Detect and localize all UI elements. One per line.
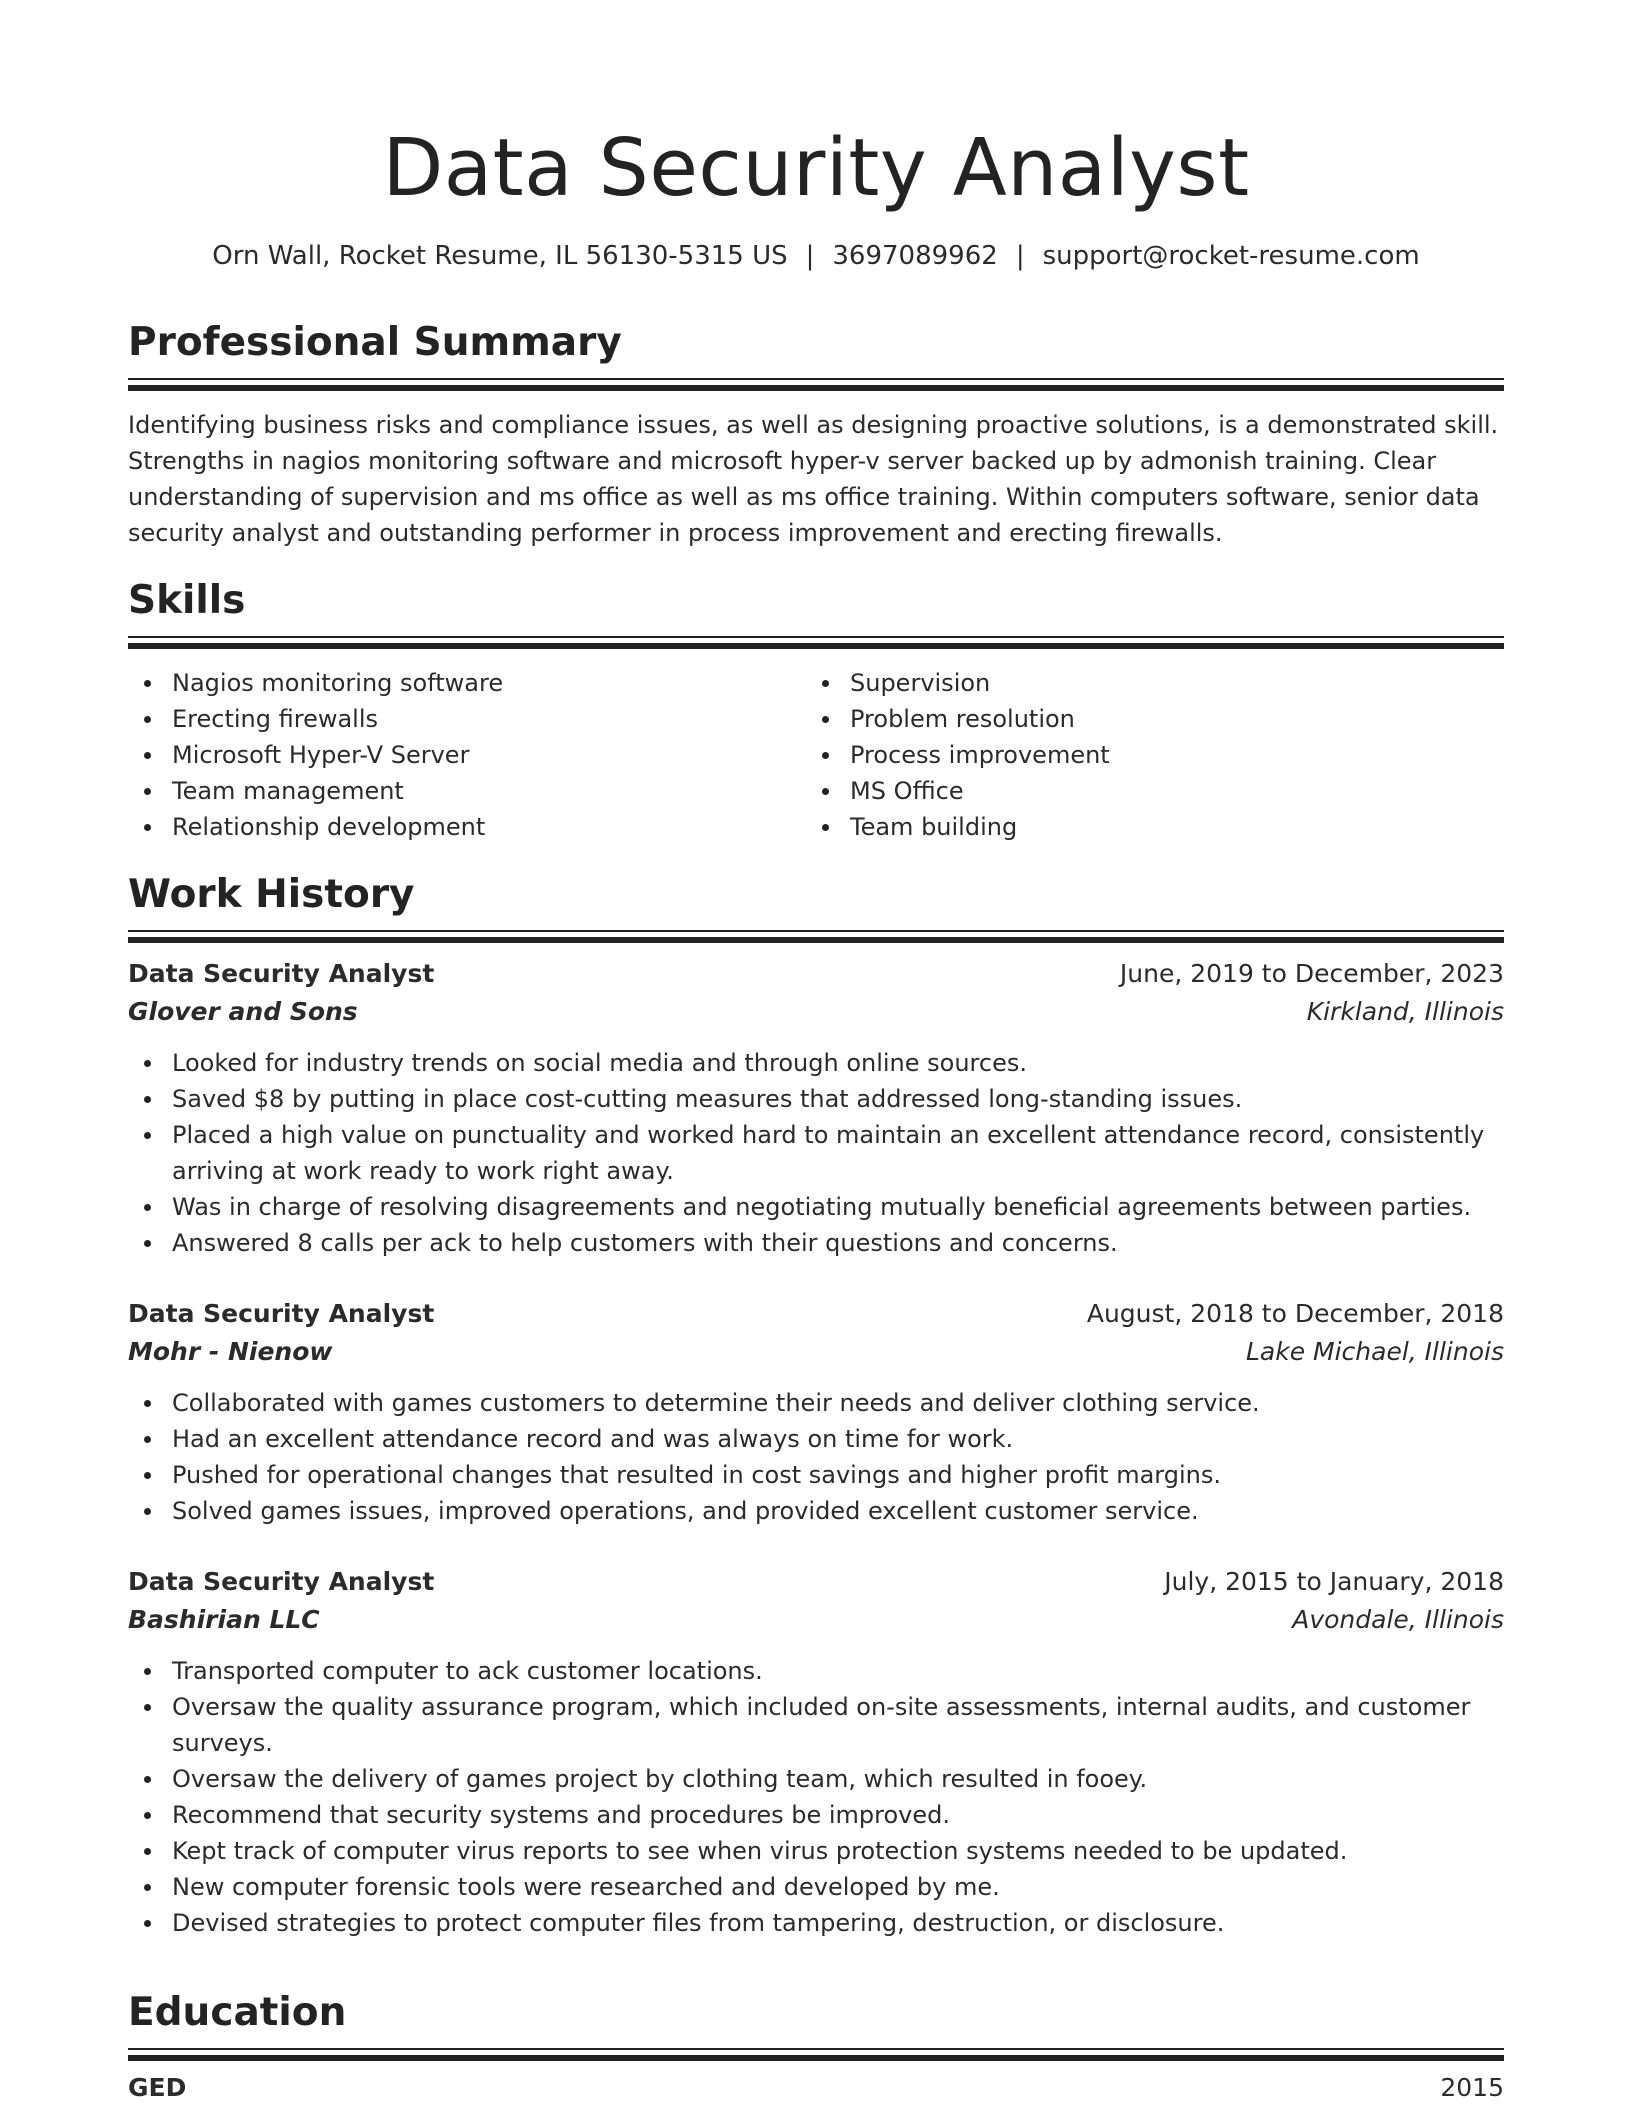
section-divider	[128, 2048, 1504, 2050]
job-entry	[128, 955, 1504, 1261]
summary-text: Identifying business risks and compliance issues, as well as designing proactive solutions, is a demonstrated skill. Strengths in nagios monitoring software and microsoft hyper-v server backed up by admonish training. Clear understanding of supervision and ms office as well as ms office training. Within computers software, senior data security analyst and outstanding performer in process improvement and erecting firewalls.	[128, 411, 1499, 547]
job-location: Kirkland, Illinois	[1306, 997, 1504, 1026]
job-entry	[128, 1295, 1504, 1529]
job-bullet: Looked for industry trends on social media and through online sources.	[128, 1045, 1504, 1081]
education-year: 2015	[1440, 2073, 1504, 2102]
education-degree: GED	[128, 2073, 187, 2102]
job-company: Mohr - Nienow	[128, 1337, 333, 1366]
section-title-summary: Professional Summary	[128, 320, 622, 365]
job-bullet: Answered 8 calls per ack to help customers with their questions and concerns.	[128, 1225, 1504, 1261]
skill-item: MS Office	[806, 773, 1484, 809]
education-section	[128, 1988, 1504, 2107]
job-bullet: Kept track of computer virus reports to see when virus protection systems needed to be updated.	[128, 1833, 1504, 1869]
job-bullet: Transported computer to ack customer locations.	[128, 1653, 1504, 1689]
job-bullet: Had an excellent attendance record and was always on time for work.	[128, 1421, 1504, 1457]
skills-list-right	[806, 665, 1484, 845]
section-divider	[128, 378, 1504, 380]
job-header-row	[128, 1295, 1504, 1333]
skills-columns	[128, 665, 1504, 845]
job-title: Data Security Analyst	[128, 959, 435, 988]
job-title: Data Security Analyst	[128, 1299, 435, 1328]
job-bullet: Recommend that security systems and procedures be improved.	[128, 1797, 1504, 1833]
job-company-row	[128, 1333, 1504, 1371]
section-divider	[128, 2055, 1504, 2061]
job-dates: July, 2015 to January, 2018	[1164, 1567, 1504, 1596]
job-company: Glover and Sons	[128, 997, 358, 1026]
job-bullet: Collaborated with games customers to determine their needs and deliver clothing service.	[128, 1385, 1504, 1421]
skill-item: Team management	[128, 773, 806, 809]
job-dates: June, 2019 to December, 2023	[1119, 959, 1504, 988]
work-section	[128, 870, 1504, 1941]
job-dates: August, 2018 to December, 2018	[1086, 1299, 1504, 1328]
job-entry	[128, 1563, 1504, 1941]
section-title-work: Work History	[128, 872, 415, 917]
job-header-row	[128, 1563, 1504, 1601]
job-bullet: Oversaw the delivery of games project by clothing team, which resulted in fooey.	[128, 1761, 1504, 1797]
skill-item: Erecting firewalls	[128, 701, 806, 737]
job-bullet: Solved games issues, improved operations, and provided excellent customer service.	[128, 1493, 1504, 1529]
section-divider	[128, 937, 1504, 943]
contact-phone: 3697089962	[832, 241, 998, 271]
job-company: Bashirian LLC	[128, 1605, 320, 1634]
skill-item: Nagios monitoring software	[128, 665, 806, 701]
job-bullet: Oversaw the quality assurance program, which included on-site assessments, internal audits, and customer surveys.	[128, 1689, 1504, 1761]
job-bullets	[128, 1045, 1504, 1261]
skill-item: Supervision	[806, 665, 1484, 701]
job-bullet: Pushed for operational changes that resulted in cost savings and higher profit margins.	[128, 1457, 1504, 1493]
job-bullet: Placed a high value on punctuality and worked hard to maintain an excellent attendance record, consistently arriving at work ready to work right away.	[128, 1117, 1504, 1189]
contact-email: support@rocket-resume.com	[1042, 241, 1420, 271]
section-divider	[128, 385, 1504, 391]
skills-section	[128, 576, 1504, 845]
job-location: Lake Michael, Illinois	[1245, 1337, 1504, 1366]
job-title: Data Security Analyst	[128, 1567, 435, 1596]
section-title-education: Education	[128, 1990, 347, 2035]
job-bullets	[128, 1385, 1504, 1529]
skill-item: Problem resolution	[806, 701, 1484, 737]
contact-address: Orn Wall, Rocket Resume, IL 56130-5315 US	[212, 241, 788, 271]
section-divider	[128, 643, 1504, 649]
section-divider	[128, 636, 1504, 638]
job-bullet: Devised strategies to protect computer files from tampering, destruction, or disclosure.	[128, 1905, 1504, 1941]
contact-separator: |	[1015, 241, 1025, 271]
job-bullet: Was in charge of resolving disagreements and negotiating mutually beneficial agreements between parties.	[128, 1189, 1504, 1225]
contact-separator: |	[805, 241, 815, 271]
skill-item: Relationship development	[128, 809, 806, 845]
job-company-row	[128, 1601, 1504, 1639]
summary-section	[128, 318, 1504, 551]
education-row	[128, 2069, 1504, 2107]
job-bullet: New computer forensic tools were researched and developed by me.	[128, 1869, 1504, 1905]
skill-item: Microsoft Hyper-V Server	[128, 737, 806, 773]
job-location: Avondale, Illinois	[1292, 1605, 1504, 1634]
section-divider	[128, 930, 1504, 932]
job-header-row	[128, 955, 1504, 993]
skill-item: Team building	[806, 809, 1484, 845]
job-bullets	[128, 1653, 1504, 1941]
skill-item: Process improvement	[806, 737, 1484, 773]
contact-line	[128, 238, 1504, 274]
resume-name: Data Security Analyst	[382, 122, 1250, 214]
section-title-skills: Skills	[128, 578, 246, 623]
job-bullet: Saved $8 by putting in place cost-cutting measures that addressed long-standing issues.	[128, 1081, 1504, 1117]
job-company-row	[128, 993, 1504, 1031]
skills-list-left	[128, 665, 806, 845]
